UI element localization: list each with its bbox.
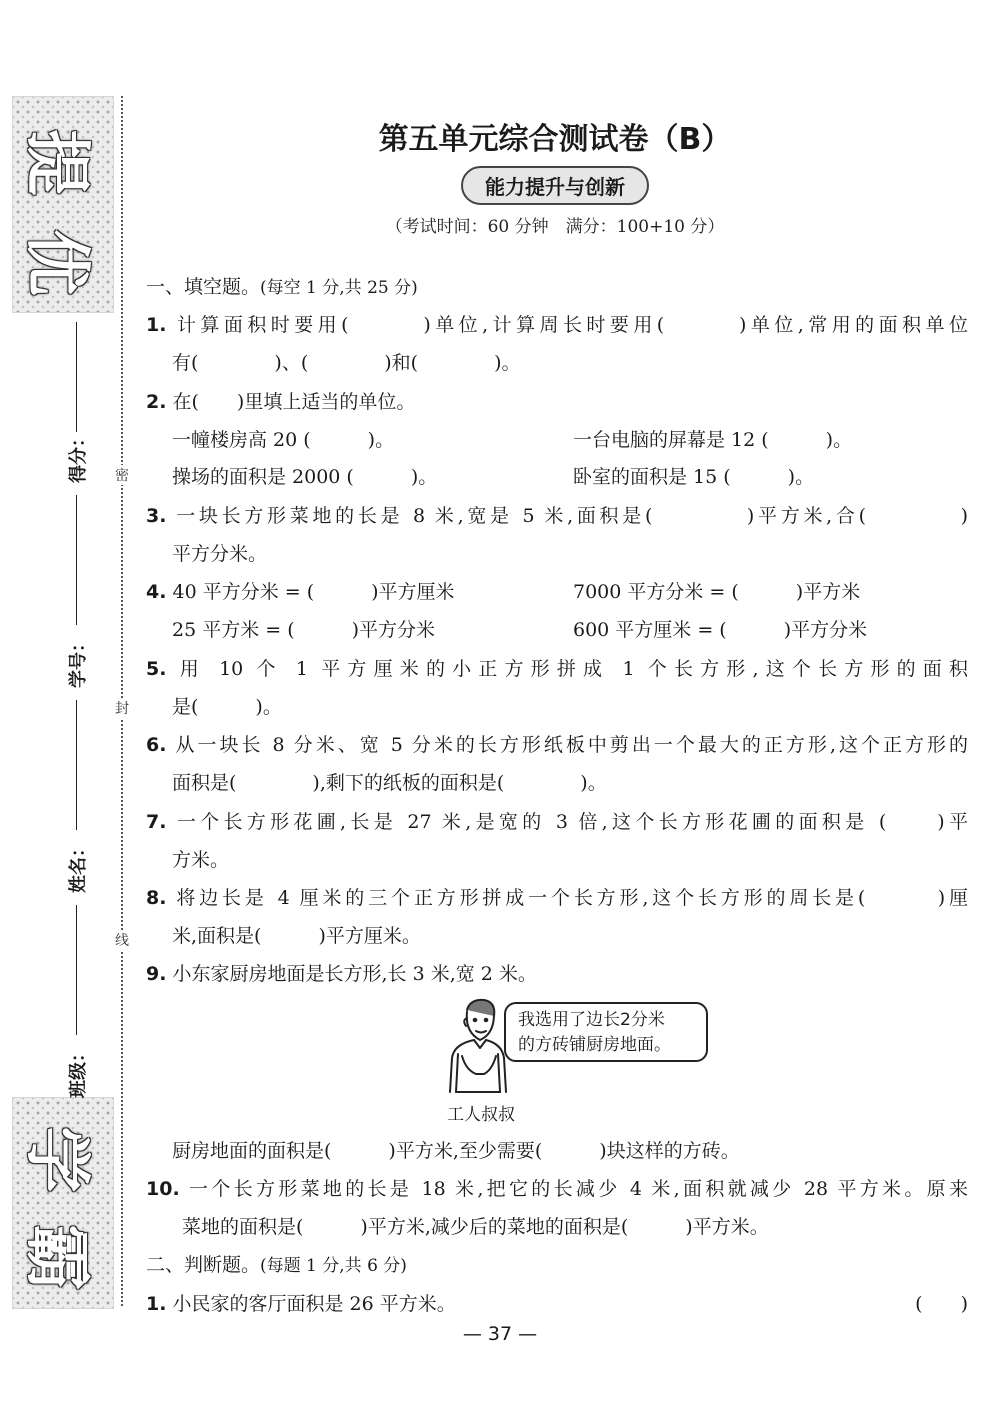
question-number: 1. [146, 314, 167, 336]
bubble-line: 我选用了边长2分米 [518, 1010, 665, 1030]
badge-char: 霸 [18, 1224, 96, 1291]
question-number: 6. [146, 734, 167, 756]
question-3-line-2: 平方分米。 [172, 543, 268, 565]
question-number: 8. [146, 887, 167, 909]
question-2-line-1 [146, 388, 415, 416]
question-number: 5. [146, 658, 167, 680]
question-number: 7. [146, 811, 167, 833]
class-line [76, 905, 77, 1035]
question-8-line-1 [146, 884, 968, 912]
question-2-item-b: 一台电脑的屏幕是 12 ( )。 [573, 429, 853, 451]
question-7-line-1 [146, 808, 968, 836]
section-hint: (每空 1 分,共 25 分) [260, 278, 418, 298]
question-1-line-1 [146, 311, 968, 339]
question-2-item-d: 卧室的面积是 15 ( )。 [573, 466, 815, 488]
question-text: 计算面积时要用( )单位,计算周长时要用( )单位,常用的面积单位 [176, 314, 968, 336]
question-7-line-2: 方米。 [172, 849, 230, 871]
question-number: 1. [146, 1293, 167, 1315]
section-heading [146, 1251, 407, 1280]
bubble-line: 的方砖铺厨房地面。 [518, 1035, 671, 1055]
answer-blank: ( ) [915, 1293, 968, 1315]
score-label: 得分： [68, 429, 89, 483]
page-title: 第五单元综合测试卷（B） [378, 122, 732, 157]
question-text: 在( )里填上适当的单位。 [172, 391, 416, 413]
question-2-item-c: 操场的面积是 2000 ( )。 [172, 466, 438, 488]
question-8-line-2: 米,面积是( )平方厘米。 [172, 925, 421, 947]
seal-char: 线 [112, 930, 132, 950]
badge-char: 学 [18, 1126, 96, 1193]
badge-top [12, 96, 114, 313]
question-number: 3. [146, 505, 167, 527]
question-text: 一块长方形菜地的长是 8 米,宽是 5 米,面积是( )平方米,合( ) [176, 505, 968, 527]
question-4-item-b: 7000 平方分米 = ( )平方米 [573, 581, 861, 603]
question-text: 小民家的客厅面积是 26 平方米。 [172, 1293, 456, 1315]
question-text: 从一块长 8 分米、宽 5 分米的长方形纸板中剪出一个最大的正方形,这个正方形的 [175, 734, 968, 756]
question-5-line-1 [146, 655, 968, 683]
subtitle-pill: 能力提升与创新 [461, 166, 649, 205]
name-line [76, 700, 77, 830]
question-9-line-1 [146, 960, 537, 988]
question-6-line-1 [146, 731, 968, 759]
question-4-item-d: 600 平方厘米 = ( )平方分米 [573, 619, 868, 641]
question-text: 小东家厨房地面是长方形,长 3 米,宽 2 米。 [172, 963, 537, 985]
seal-char: 密 [112, 465, 132, 485]
question-5-line-2: 是( )。 [172, 696, 282, 718]
question-4-item-a [146, 578, 455, 606]
name-label: 姓名： [68, 839, 89, 893]
subtitle-wrap [140, 166, 970, 205]
id-line [76, 495, 77, 625]
question-text: 将边长是 4 厘米的三个正方形拼成一个长方形,这个长方形的周长是( )厘 [176, 887, 968, 909]
question-text: 40 平方分米 = ( )平方厘米 [172, 581, 455, 603]
badge-char: 优 [18, 229, 96, 296]
seal-char: 封 [112, 698, 132, 718]
question-6-line-2: 面积是( ),剩下的纸板的面积是( )。 [172, 772, 607, 794]
question-number: 10. [146, 1178, 180, 1200]
speech-bubble [504, 1002, 708, 1062]
question-10-line-2: 菜地的面积是( )平方米,减少后的菜地的面积是( )平方米。 [182, 1216, 769, 1238]
question-text: 一个长方形菜地的长是 18 米,把它的长减少 4 米,面积就减少 28 平方米。原来 [189, 1178, 968, 1200]
class-label: 班级： [68, 1044, 89, 1098]
badge-bottom [12, 1097, 114, 1309]
question-10-line-1 [146, 1175, 968, 1203]
id-label: 学号： [68, 634, 89, 688]
question-number: 2. [146, 391, 167, 413]
section-title: 二、判断题。 [146, 1254, 261, 1276]
section-hint: (每题 1 分,共 6 分) [260, 1256, 407, 1276]
question-3-line-1 [146, 502, 968, 530]
worker-illustration [436, 996, 716, 1126]
question-number: 4. [146, 581, 167, 603]
score-line [76, 322, 77, 432]
question-text: 用 10 个 1 平方厘米的小正方形拼成 1 个长方形,这个长方形的面积 [179, 658, 968, 680]
badge-char: 提 [18, 129, 96, 196]
question-text: 一个长方形花圃,长是 27 米,是宽的 3 倍,这个长方形花圃的面积是 ( )平 [176, 811, 968, 833]
page-number: — 37 — [462, 1323, 538, 1345]
judge-1 [146, 1290, 968, 1318]
question-2-item-a: 一幢楼房高 20 ( )。 [172, 429, 395, 451]
section-title: 一、填空题。 [146, 276, 261, 298]
section-heading [146, 273, 418, 302]
question-4-item-c: 25 平方米 = ( )平方分米 [172, 619, 436, 641]
worker-caption: 工人叔叔 [447, 1105, 515, 1125]
question-9-line-2: 厨房地面的面积是( )平方米,至少需要( )块这样的方砖。 [172, 1140, 740, 1162]
question-1-line-2: 有( )、( )和( )。 [172, 352, 521, 374]
question-number: 9. [146, 963, 167, 985]
exam-info: （考试时间：60 分钟 满分：100+10 分） [385, 217, 725, 237]
